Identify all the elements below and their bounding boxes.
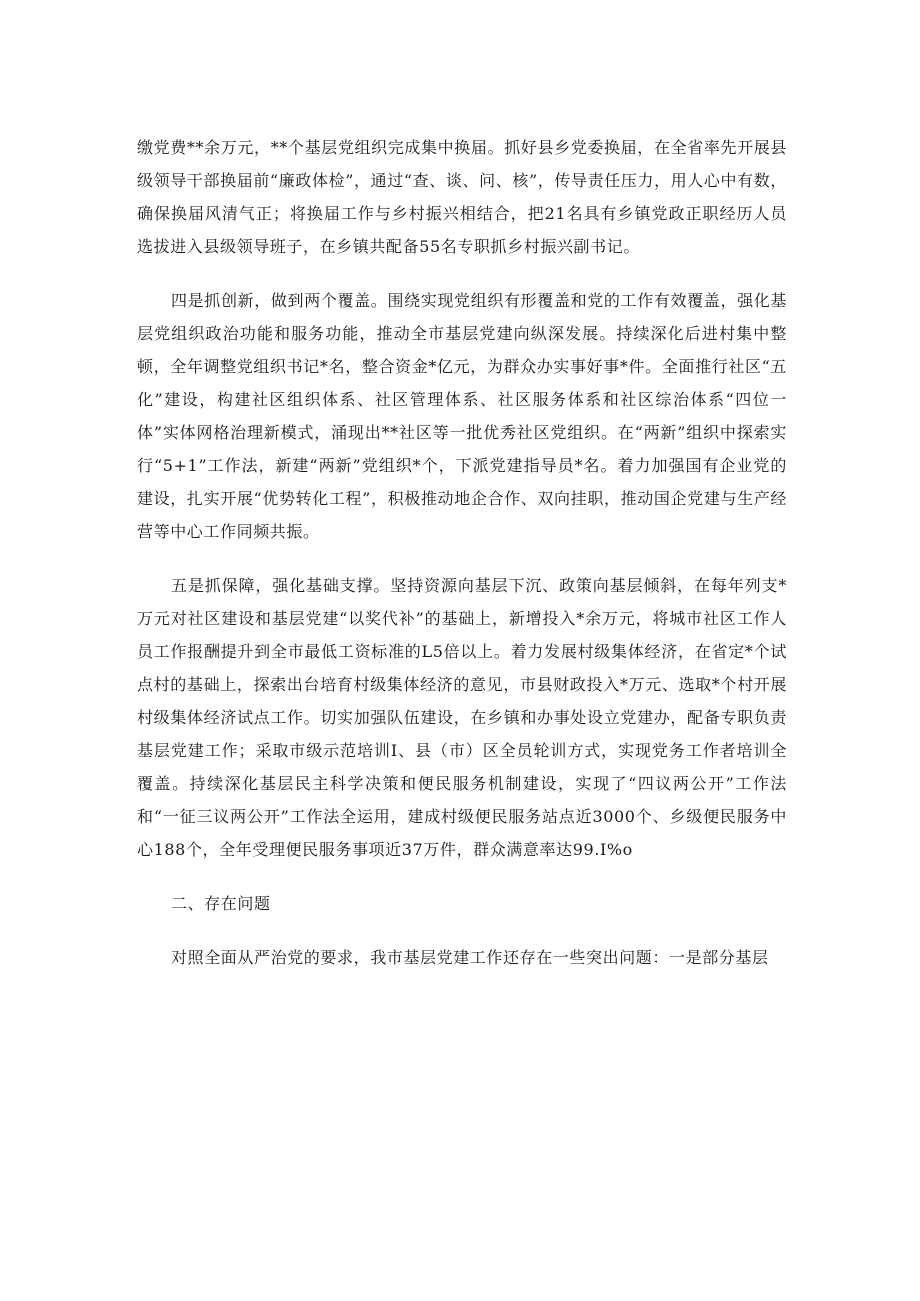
document-body (137, 131, 787, 995)
paragraph-innovation: 四是抓创新，做到两个覆盖。围绕实现党组织有形覆盖和党的工作有效覆盖，强化基层党组织政治功能和服务功能，推动全市基层党建向纵深发展。持续深化后进村集中整顿，全年调整党组织书记*名，整合资金*亿元，为群众办实事好事*件。全面推行社区“五化”建设，构建社区组织体系、社区管理体系、社区服务体系和社区综治体系“四位一体”实体网格治理新模式，涌现出**社区等一批优秀社区党组织。在“两新”组织中探索实行“5+1”工作法，新建“两新”党组织*个，下派党建指导员*名。着力加强国有企业党的建设，扎实开展“优势转化工程”，积极推动地企合作、双向挂职，推动国企党建与生产经营等中心工作同频共振。 (137, 291, 787, 541)
section-heading-problems: 二、存在问题 (171, 894, 271, 913)
paragraph-problems: 对照全面从严治党的要求，我市基层党建工作还存在一些突出问题：一是部分基层 (171, 948, 769, 967)
paragraph-continuation: 缴党费**余万元，**个基层党组织完成集中换届。抓好县乡党委换届，在全省率先开展县级领导干部换届前“廉政体检”，通过“查、谈、问、核”，传导责任压力，用人心中有数，确保换届风清气正；将换届工作与乡村振兴相结合，把21名具有乡镇党政正职经历人员选拔进入县级领导班子，在乡镇共配备55名专职抓乡村振兴副书记。 (137, 138, 787, 256)
paragraph-guarantee: 五是抓保障，强化基础支撑。坚持资源向基层下沉、政策向基层倾斜，在每年列支*万元对社区建设和基层党建“以奖代补”的基础上，新增投入*余万元，将城市社区工作人员工作报酬提升到全市最低工资标准的L5倍以上。着力发展村级集体经济，在省定*个试点村的基础上，探索出台培育村级集体经济的意见，市县财政投入*万元、选取*个村开展村级集体经济试点工作。切实加强队伍建设，在乡镇和办事处设立党建办，配备专职负责基层党建工作；采取市级示范培训I、县（市）区全员轮训方式，实现党务工作者培训全覆盖。持续深化基层民主科学决策和便民服务机制建设，实现了“四议两公开”工作法和“一征三议两公开”工作法全运用，建成村级便民服务站点近3000个、乡级便民服务中心188个，全年受理便民服务事项近37万件，群众满意率达99.I%o (137, 576, 787, 859)
